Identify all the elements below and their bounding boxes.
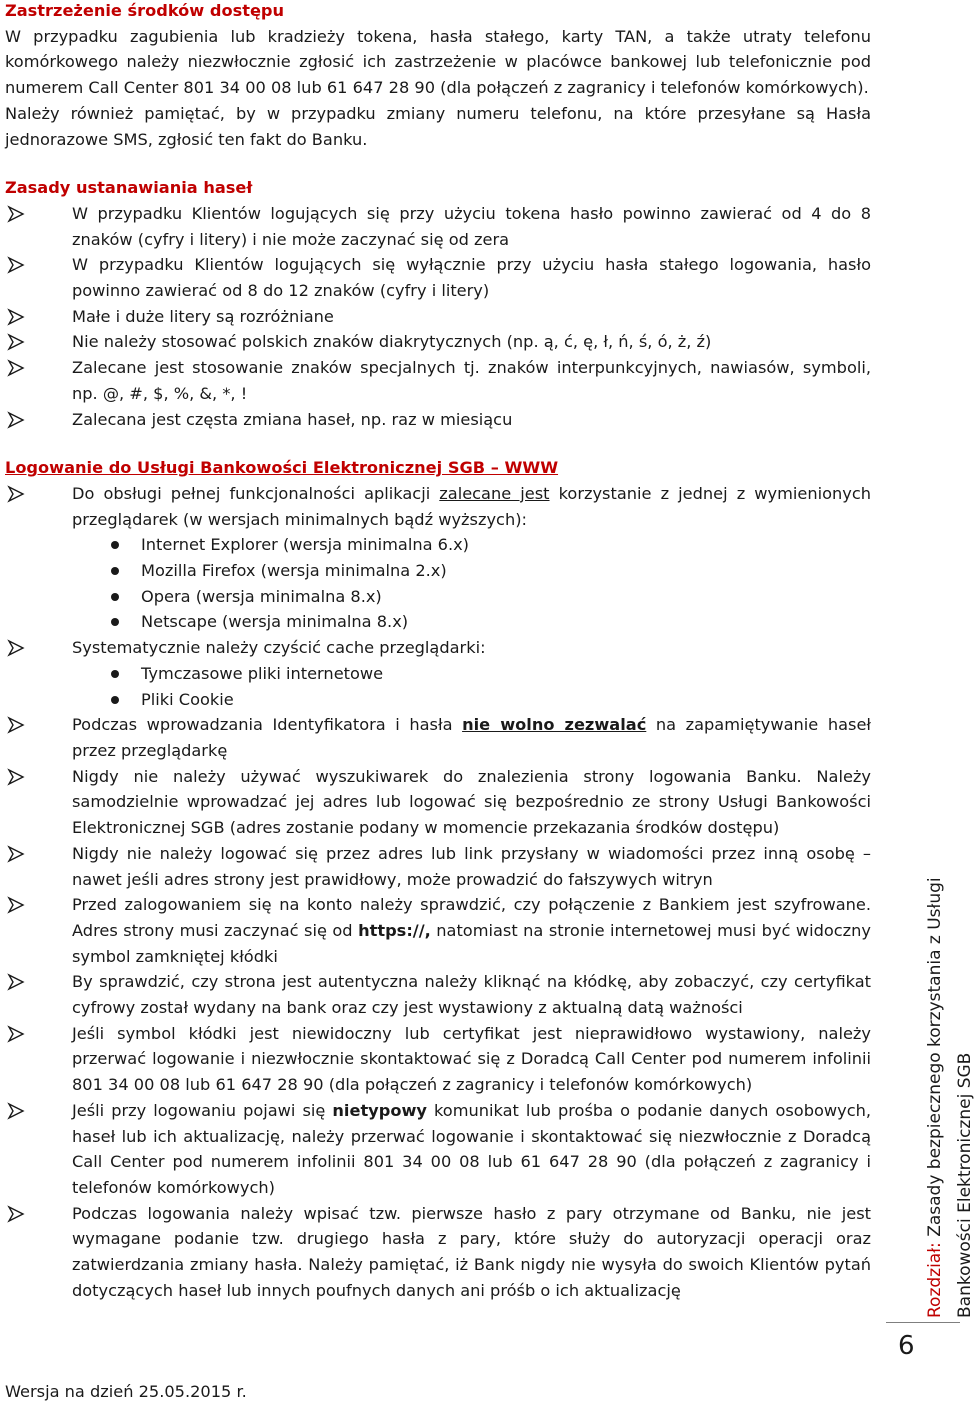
paragraph-phone-change: Należy również pamiętać, by w przypadku zmiany numeru telefonu, na które przesyłane są Hasła jednorazowe SMS, zgłosić ten fakt do Banku. [5, 103, 871, 149]
arrow-bullet-icon [8, 769, 24, 785]
browser-list [72, 532, 871, 635]
list-item: Pliki Cookie [5, 687, 871, 713]
list-item: Do obsługi pełnej funkcjonalności aplikacji zalecane jest korzystanie z jednej z wymienionych przeglądarek (w wersjach minimalnych bądź wyższych): Internet Explorer (wersja minimalna 6.x) Mozilla Firefox (wersja minimalna 2.x) Opera (wersja minimalna 8.x) Netscape (wersja minimalna 8.x) [5, 481, 871, 635]
list-item: Systematycznie należy czyścić cache przeglądarki: Tymczasowe pliki internetowe Pliki Cookie [5, 635, 871, 712]
arrow-bullet-icon [8, 1026, 24, 1042]
list-item: Zalecana jest częsta zmiana haseł, np. raz w miesiącu [5, 407, 871, 433]
arrow-bullet-icon [8, 206, 24, 222]
arrow-bullet-icon [8, 334, 24, 350]
list-item: Opera (wersja minimalna 8.x) [5, 584, 871, 610]
arrow-bullet-icon [8, 974, 24, 990]
bullet-dot-icon [111, 618, 119, 626]
bullet-dot-icon [111, 696, 119, 704]
bullet-dot-icon [111, 567, 119, 575]
arrow-bullet-icon [8, 309, 24, 325]
arrow-bullet-icon [8, 486, 24, 502]
password-rules-list [5, 201, 871, 432]
list-item: Zalecane jest stosowanie znaków specjalnych tj. znaków interpunkcyjnych, nawiasów, symboli, np. @, #, $, %, &, *, ! [5, 355, 871, 406]
version-footer: Wersja na dzień 25.05.2015 r. [5, 1382, 247, 1401]
list-item: By sprawdzić, czy strona jest autentyczna należy kliknąć na kłódkę, aby zobaczyć, czy certyfikat cyfrowy został wydany na bank oraz czy jest wystawiony z aktualną datą ważności [5, 969, 871, 1020]
list-item: Podczas logowania należy wpisać tzw. pierwsze hasło z pary otrzymane od Banku, nie jest wymagane podanie tzw. drugiego hasła z pary, które służy do autoryzacji operacji oraz zatwierdzania zmiany hasła. Należy pamiętać, iż Bank nigdy nie wysyła do swoich Klientów pytań dotyczących haseł lub innych poufnych danych ani próśb o ich aktualizację [5, 1201, 871, 1304]
list-item: Mozilla Firefox (wersja minimalna 2.x) [5, 558, 871, 584]
list-item: Nie należy stosować polskich znaków diakrytycznych (np. ą, ć, ę, ł, ń, ś, ó, ż, ź) [5, 329, 871, 355]
list-item: Nigdy nie należy logować się przez adres lub link przysłany w wiadomości przez inną osobę – nawet jeśli adres strony jest prawidłowy, może prowadzić do fałszywych witryn [5, 841, 871, 892]
list-item: Przed zalogowaniem się na konto należy sprawdzić, czy połączenie z Bankiem jest szyfrowane. Adres strony musi zaczynać się od https://, natomiast na stronie internetowej musi być widoczny symbol zamkniętej kłódki [5, 892, 871, 969]
arrow-bullet-icon [8, 1206, 24, 1222]
arrow-bullet-icon [8, 640, 24, 656]
list-item: Małe i duże litery są rozróżniane [5, 304, 871, 330]
bullet-dot-icon [111, 670, 119, 678]
list-item: Jeśli przy logowaniu pojawi się nietypowy komunikat lub prośba o podanie danych osobowych, haseł lub ich aktualizację, należy przerwać logowanie i skontaktować się niezwłocznie z Doradcą Call Center pod numerem infolinii 801 34 00 08 lub 61 647 28 90 (dla połączeń z zagranicy i telefonów komórkowych) [5, 1098, 871, 1201]
chapter-title: Rozdział: Zasady bezpiecznego korzystania z Usługi Bankowości Elektronicznej SGB [925, 877, 975, 1318]
arrow-bullet-icon [8, 717, 24, 733]
list-item: Tymczasowe pliki internetowe [5, 661, 871, 687]
list-item: W przypadku Klientów logujących się wyłącznie przy użyciu hasła stałego logowania, hasło powinno zawierać od 8 do 12 znaków (cyfry i litery) [5, 252, 871, 303]
list-item: Nigdy nie należy używać wyszukiwarek do znalezienia strony logowania Banku. Należy samodzielnie wprowadzać jej adres lub logować się bezpośrednio ze strony Usługi Bankowości Elektronicznej SGB (adres zostanie podany w momencie przekazania środków dostępu) [5, 764, 871, 841]
paragraph-access-block: W przypadku zagubienia lub kradzieży tokena, hasła stałego, karty TAN, a także utraty telefonu komórkowego należy niezwłocznie zgłosić ich zastrzeżenie w placówce bankowej lub telefonicznie pod numerem Call Center 801 34 00 08 lub 61 647 28 90 (dla połączeń z zagranicy i telefonów komórkowych). [5, 26, 871, 98]
section-title-password-rules: Zasady ustanawiania haseł [5, 178, 253, 198]
arrow-bullet-icon [8, 257, 24, 273]
section-title-access-block: Zastrzeżenie środków dostępu [5, 1, 285, 20]
list-item: Internet Explorer (wersja minimalna 6.x) [5, 532, 871, 558]
cache-list [72, 661, 871, 712]
page-number: 6 [898, 1331, 915, 1361]
list-item: Jeśli symbol kłódki jest niewidoczny lub certyfikat jest nieprawidłowo wystawiony, należy przerwać logowanie i niezwłocznie skontaktować się z Doradcą Call Center pod numerem infolinii 801 34 00 08 lub 61 647 28 90 (dla połączeń z zagranicy i telefonów komórkowych) [5, 1021, 871, 1098]
arrow-bullet-icon [8, 412, 24, 428]
login-rules-list [5, 481, 871, 1304]
arrow-bullet-icon [8, 846, 24, 862]
section-title-login: Logowanie do Usługi Bankowości Elektronicznej SGB – WWW [5, 458, 559, 478]
list-item: W przypadku Klientów logujących się przy użyciu tokena hasło powinno zawierać od 4 do 8 znaków (cyfry i litery) i nie może zaczynać się od zera [5, 201, 871, 252]
list-item: Netscape (wersja minimalna 8.x) [5, 609, 871, 635]
bullet-dot-icon [111, 593, 119, 601]
chapter-sidebar [880, 860, 975, 1407]
arrow-bullet-icon [8, 360, 24, 376]
arrow-bullet-icon [8, 897, 24, 913]
arrow-bullet-icon [8, 1103, 24, 1119]
main-content [5, 0, 871, 1303]
sidebar-divider [886, 1322, 960, 1323]
bullet-dot-icon [111, 541, 119, 549]
list-item: Podczas wprowadzania Identyfikatora i hasła nie wolno zezwalać na zapamiętywanie haseł przez przeglądarkę [5, 712, 871, 763]
